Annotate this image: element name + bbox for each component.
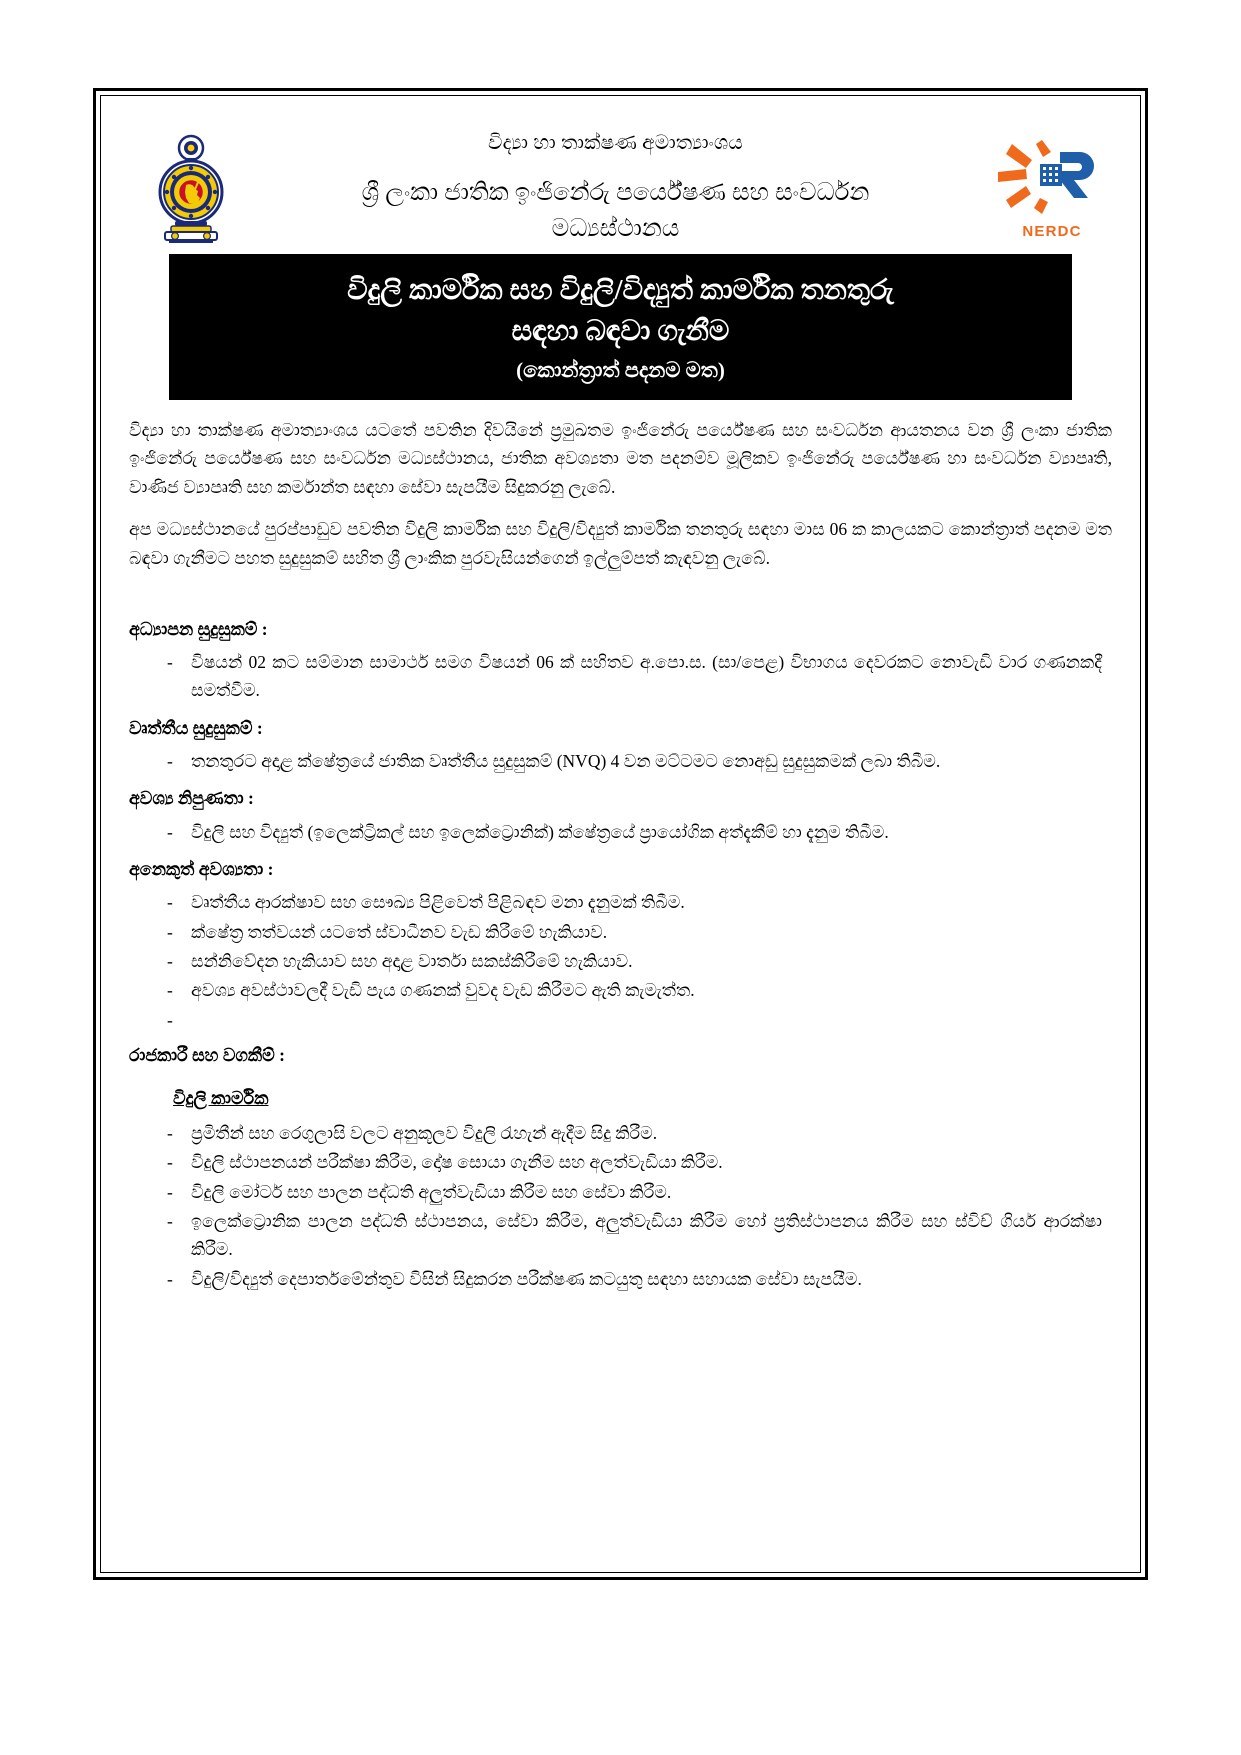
list-education bbox=[129, 648, 1112, 705]
banner-title-line2: සඳහා බඳවා ගැනීම bbox=[511, 316, 730, 348]
duties-subheading-wrap bbox=[129, 1074, 1112, 1119]
title-banner bbox=[169, 254, 1072, 400]
list-item: - විදුලි ස්ථාපනයන් පරීක්ෂා කිරීම, දෝෂ සොයා ගැනීම සහ අලත්වැඩියා කිරීම. bbox=[129, 1148, 1112, 1176]
section-title-education: අධ්‍යාපන සුදුසුකම් : bbox=[129, 618, 268, 639]
intro-paragraph-1: විද්‍යා හා තාක්ෂණ අමාත්‍යාංශය යටතේ පවතින දිවයිනේ ප්‍රමුඛතම ඉංජිනේරු පර්යේෂණ සහ සංවර්ධන ආයතනය වන ශ්‍රී ලංකා ජාතික ඉංජිනේරු පර්යේෂණ සහ සංවර්ධන මධ්‍යස්ථානය, ජාතික අවශ්‍යතා මත පදනම්ව මූලිකව ඉංජිනේරු පර්යේෂණ හා සංවර්ධන ව්‍යාපෘති, වාණිජ ව්‍යාපෘති සහ කර්මාන්ත සඳහා සේවා සැපයීම සිදුකරනු ලැබේ. bbox=[129, 420, 1112, 497]
document-inner-border bbox=[100, 95, 1141, 1573]
list-item: - විදුලි/විද්‍යුත් දෙපාර්තමේන්තුව විසින් සිදුකරන පරීක්ෂණ කටයුතු සඳහා සහායක සේවා සැපයීම. bbox=[129, 1265, 1112, 1293]
section-title-duties: රාජකාරී සහ වගකීම් : bbox=[129, 1044, 285, 1065]
document-header bbox=[127, 110, 1114, 250]
list-other-requirements bbox=[129, 888, 1112, 1031]
list-item bbox=[129, 1006, 1112, 1032]
banner-title-line1: විදුලි කාර්මික සහ විදුලි/විද්‍යුත් කාර්මික තනතුරු bbox=[347, 275, 894, 306]
nerdc-logo bbox=[996, 138, 1108, 238]
section-gap bbox=[129, 586, 1112, 616]
list-item: - විදුලි සහ විද්‍යුත් (ඉලෙක්ට්‍රිකල් සහ ඉලෙක්ට්‍රොනික්) ක්ෂේත්‍රයේ ප්‍රායෝගික අත්දැකීම් හා දැනුම තිබීම. bbox=[129, 818, 1112, 846]
list-item: - ඉලෙක්ට්‍රොනික පාලන පද්ධති ස්ථාපනය, සේවා කිරීම, අලුත්වැඩියා කිරීම හෝ ප්‍රතිස්ථාපනය කිරීම සහ ස්විච් ගියර් ආරක්ෂා කිරීම. bbox=[129, 1207, 1112, 1264]
list-vocational bbox=[129, 747, 1112, 775]
nerdc-logo-text: NERDC bbox=[1022, 223, 1082, 240]
institute-name-line2: මධ්‍යස්ථානය bbox=[551, 215, 680, 243]
institute-name-line1: ශ්‍රී ලංකා ජාතික ඉංජිනේරු පර්යේෂණ සහ සංවර්ධන bbox=[361, 179, 870, 206]
section-title-skills: අවශ්‍ය නිපුණතා : bbox=[129, 788, 254, 809]
sri-lanka-emblem-icon bbox=[145, 132, 237, 244]
document-page bbox=[93, 88, 1148, 1580]
list-item: - අවශ්‍ය අවස්ථාවලදී වැඩි පැය ගණනක් වුවද වැඩ කිරීමට ඇති කැමැත්ත. bbox=[129, 976, 1112, 1004]
list-item: - ක්ෂේත්‍ර තත්වයන් යටතේ ස්වාධීනව වැඩ කිරීමේ හැකියාව. bbox=[129, 918, 1112, 946]
list-skills bbox=[129, 818, 1112, 846]
banner-subtitle: (කොන්ත්‍රාත් පදනම මත) bbox=[516, 357, 725, 382]
list-item: - තනතුරට අදාළ ක්ෂේත්‍රයේ ජාතික වෘත්තීය සුදුසුකම් (NVQ) 4 වන මට්ටමට නොඅඩු සුදුසුකමක් ලබා තිබීම. bbox=[129, 747, 1112, 775]
list-item: - ප්‍රමිතීන් සහ රෙගුලාසි වලට අනුකූලව විදුලි රැහැන් ඇදීම සිදු කිරීම. bbox=[129, 1119, 1112, 1147]
list-duties bbox=[129, 1119, 1112, 1293]
section-title-vocational: වෘත්තීය සුදුසුකම් : bbox=[129, 717, 263, 738]
list-item: - වෘත්තීය ආරක්ෂාව සහ සෞඛ්‍ය පිළිවෙත් පිළිබඳව මනා දැනුමක් තිබීම. bbox=[129, 888, 1112, 916]
section-title-other-requirements: අනෙකුත් අවශ්‍යතා : bbox=[129, 858, 274, 879]
list-item: - සන්නිවේදන හැකියාව සහ අදාළ වාර්තා සකස්කිරීමේ හැකියාව. bbox=[129, 947, 1112, 975]
document-content bbox=[101, 96, 1140, 1572]
list-item: - විෂයන් 02 කට සම්මාන සාමාර්ථ සමග විෂයන් 06 ක් සහිතව අ.පො.ස. (සා/පෙළ) විභාගය දෙවරකට නොවැඩි වාර ගණනකදී සමත්වීම. bbox=[129, 648, 1112, 705]
document-body bbox=[127, 416, 1114, 1293]
header-titles bbox=[247, 128, 984, 248]
nerdc-mark-icon bbox=[996, 138, 1108, 220]
intro-paragraph-2: අප මධ්‍යස්ථානයේ පුරප්පාඩුව පවතින විදුලි කාර්මික සහ විදුලි/විද්‍යුත් කාර්මික තනතුරු සඳහා මාස 06 ක කාලයකට කොන්ත්‍රාත් පදනම මත බඳවා ගැනීමට පහත සුදුසුකම් සහිත ශ්‍රී ලාංකික පුරවැසියන්ගෙන් ඉල්ලුම්පත් කැඳවනු ලැබේ. bbox=[129, 519, 1112, 568]
duties-subheading: විදුලි කාර්මික bbox=[173, 1087, 269, 1108]
ministry-name: විද්‍යා හා තාක්ෂණ අමාත්‍යාංශය bbox=[488, 132, 743, 154]
list-item: - විදුලි මෝටර් සහ පාලන පද්ධති අලුත්වැඩියා කිරීම සහ සේවා කිරීම. bbox=[129, 1178, 1112, 1206]
